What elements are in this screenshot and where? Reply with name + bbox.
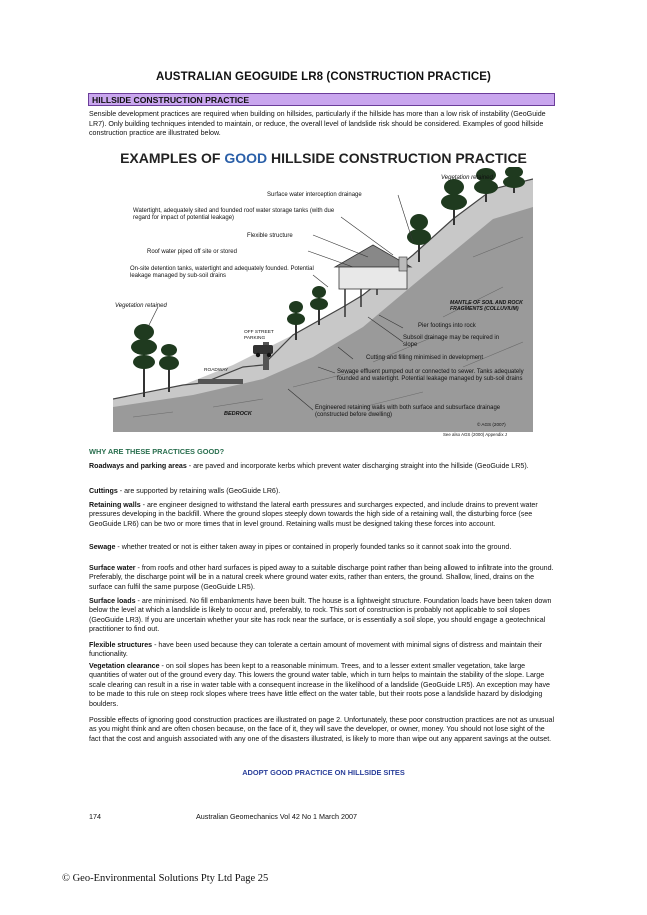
label-vegetation-top: Vegetation retained bbox=[441, 175, 493, 181]
label-vegetation-left: Vegetation retained bbox=[115, 303, 167, 309]
hillside-illustration bbox=[113, 167, 533, 445]
label-roadway: ROADWAY bbox=[204, 368, 229, 373]
label-bedrock: BEDROCK bbox=[224, 411, 252, 417]
label-offstreet: OFF STREET PARKING bbox=[244, 330, 274, 341]
label-flexible: Flexible structure bbox=[247, 233, 293, 239]
tree bbox=[159, 344, 179, 392]
label-sewage: Sewage effluent pumped out or connected to sewer. Tanks adequately founded and watertight. Potential leakage managed by sub-soil drains bbox=[337, 369, 524, 383]
adopt-heading: ADOPT GOOD PRACTICE ON HILLSIDE SITES bbox=[242, 768, 405, 777]
paragraph-retaining-walls: Retaining walls - are engineer designed to withstand the lateral earth pressures and surcharges expected, and include drains to prevent water pressures developing in the backfill. Where the ground slopes steeply down towards the high side of a retaining wall, the disturbing force (see GeoGuide LR6) can be two or more times that in level ground. Retaining walls must be designed taking these forces into account. bbox=[89, 501, 538, 528]
label-watertight: Watertight, adequately sited and founded roof water storage tanks (with due regard for impact of potential leakage) bbox=[133, 208, 335, 222]
label-see-also: See also AGS (2000) Appendix J bbox=[443, 432, 507, 437]
paragraph-roadways: Roadways and parking areas - are paved and incorporate kerbs which prevent water discharging straight into the hillside (GeoGuide LR5). bbox=[89, 462, 529, 470]
footer-journal: Australian Geomechanics Vol 42 No 1 March 2007 bbox=[196, 812, 358, 821]
label-onsite: On-site detention tanks, watertight and adequately founded. Potential leakage managed by sub-soil drains bbox=[130, 266, 314, 280]
paragraph-cuttings: Cuttings - are supported by retaining walls (GeoGuide LR6). bbox=[89, 487, 281, 495]
label-cutting: Cutting and filling minimised in development bbox=[366, 355, 484, 361]
section-heading: HILLSIDE CONSTRUCTION PRACTICE bbox=[88, 93, 555, 106]
paragraph-flexible-structures: Flexible structures - have been used because they can tolerate a certain amount of movement with minimal signs of distress and maintain their functionality. bbox=[89, 641, 543, 659]
label-mantle: MANTLE OF SOIL AND ROCK FRAGMENTS (COLLUVIUM) bbox=[450, 300, 523, 313]
figure-title: EXAMPLES OF GOOD HILLSIDE CONSTRUCTION PRACTICE bbox=[120, 150, 527, 166]
label-subsoil: Subsoil drainage may be required in slope bbox=[403, 335, 500, 349]
intro-paragraph: Sensible development practices are required when building on hillsides, particularly if the hillside has more than a low risk of instability (GeoGuide LR7). Only building techniques intended to maintain, or reduce, the overall level of landslide risk should be considered. Examples of good hillside construction practice are illustrated below. bbox=[89, 110, 546, 138]
why-heading: WHY ARE THESE PRACTICES GOOD? bbox=[89, 447, 225, 456]
label-retaining: Engineered retaining walls with both surface and subsurface drainage (constructed before dwelling) bbox=[315, 405, 501, 419]
paragraph-vegetation: Vegetation clearance - on soil slopes has been kept to a reasonable minimum. Trees, and to a lesser extent smaller vegetation, take large quantities of water out of the ground every day. This lowers the ground water table, which in turn helps to maintain the stability of the slope. Large scale clearing can result in a rise in water table with a consequent increase in the likelihood of a landslide (GeoGuide LR5). An exception may have to be made to this rule on steep rock slopes where trees have little effect on the water table, but their roots pose a landslide hazard by dislodging boulders. bbox=[89, 662, 550, 708]
paragraph-possible-effects: Possible effects of ignoring good construction practices are illustrated on page 2. Unfortunately, these poor construction practices are not as unusual as you might think and are often chosen because, on the face of it, they will save the developer, or owner, money. You should not lose sight of the fact that the cost and anguish associated with any one of the disasters illustrated, is likely to more than wipe out any apparent savings at the outset. bbox=[89, 716, 555, 743]
paragraph-surface-water: Surface water - from roofs and other hard surfaces is piped away to a suitable discharge point rather than being allowed to infiltrate into the ground. Preferably, the discharge point will be in a natural creek where ground water exits, rather than enters, the ground. Shallow, lined, drains on the surface can fulfil the same purpose (GeoGuide LR5). bbox=[89, 564, 554, 591]
page-title: AUSTRALIAN GEOGUIDE LR8 (CONSTRUCTION PRACTICE) bbox=[155, 71, 491, 83]
label-pier: Pier footings into rock bbox=[418, 323, 476, 329]
footer-page-number: 174 bbox=[89, 812, 101, 821]
label-roof-water: Roof water piped off site or stored bbox=[147, 249, 237, 255]
roadway bbox=[198, 379, 243, 384]
paragraph-surface-loads: Surface loads - are minimised. No fill embankments have been built. The house is a lightweight structure. Foundation loads have been taken down below the level at which a landslide is likely to occur and, preferably, to rock. This sort of construction is probably not applicable to soil slopes (GeoGuide LR3). If you are uncertain whether your site has rock near the surface, or is essentially a soil slope, you should engage a geotechnical practitioner to find out. bbox=[89, 597, 552, 634]
paragraph-sewage: Sewage - whether treated or not is either taken away in pipes or contained in properly founded tanks so it cannot soak into the ground. bbox=[89, 543, 512, 551]
bottom-copyright-note: © Geo-Environmental Solutions Pty Ltd Page 25 bbox=[62, 873, 269, 884]
label-surface-drainage: Surface water interception drainage bbox=[267, 192, 362, 198]
tree bbox=[131, 324, 157, 397]
label-copyright: © AGS (2007) bbox=[477, 422, 506, 427]
